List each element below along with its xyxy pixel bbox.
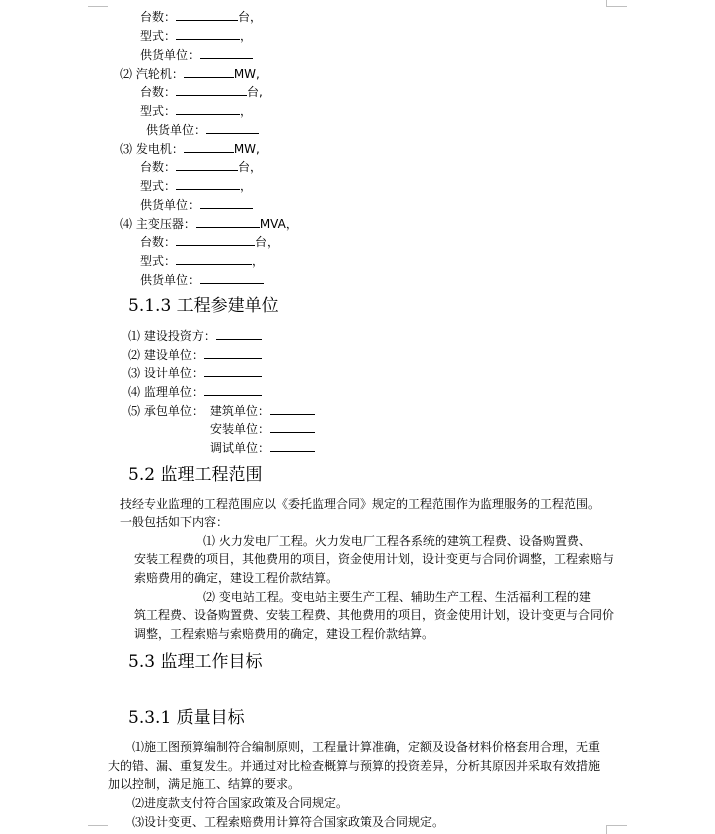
boiler-supplier-line [140,45,253,64]
turbine-line [120,64,260,83]
blank-field[interactable] [176,251,252,265]
sub-install-label: 安装单位： [210,422,271,436]
generator-supplier-line [140,195,253,214]
turbine-supplier-line [146,120,259,139]
transformer-line [120,214,298,233]
sub-debug-label: 调试单位： [210,441,271,455]
participant-supervisor-line [128,382,262,401]
scope-item-2-first-line: ⑵ 变电站工程。变电站主要生产工程、辅助生产工程、生活福利工程的建 [203,590,591,604]
blank-field[interactable] [204,363,262,377]
units-label: 台数： [140,10,177,24]
corner-mark-top-left [88,0,108,7]
blank-field[interactable] [176,26,240,40]
corner-mark-top-right [606,0,627,7]
blank-field[interactable] [200,195,253,209]
generator-units-line [140,157,262,176]
generator-label: ⑶ 发电机： [120,142,184,156]
blank-field[interactable] [176,176,240,190]
participant-label: ⑴ 建设投资方： [128,329,216,343]
blank-field[interactable] [270,438,315,452]
heading-5-1-3: 5.1.3 工程参建单位 [128,296,279,316]
generator-line [120,139,260,158]
units-suffix: 台， [238,10,263,24]
turbine-label: ⑵ 汽轮机： [120,67,184,81]
boiler-model-line [140,26,252,45]
model-label: 型式： [140,254,177,268]
participant-label: ⑷ 监理单位： [128,385,204,399]
heading-5-3: 5.3 监理工作目标 [128,652,263,672]
supplier-label: 供货单位： [140,273,201,287]
sub-build-label: 建筑单位： [209,404,270,418]
heading-5-3-1: 5.3.1 质量目标 [128,708,245,728]
blank-field[interactable] [270,401,315,415]
blank-field[interactable] [176,101,240,115]
transformer-supplier-line [140,270,264,289]
participant-label: ⑶ 设计单位： [128,366,204,380]
model-label: 型式： [140,104,177,118]
blank-field[interactable] [196,214,260,228]
scope-intro-line-1: 技经专业监理的工程范围应以《委托监理合同》规定的工程范围作为监理服务的工程范围。 [120,497,601,511]
scope-item-1-rest: 安装工程费的项目，其他费用的项目，资金使用计划，设计变更与合同价调整，工程索赔与索赔费用的确定，建设工程价款结算。 [134,552,615,585]
scope-item-1-first-line: ⑴ 火力发电厂工程。火力发电厂工程各系统的建筑工程费、设备购置费、 [203,534,591,548]
blank-field[interactable] [176,7,238,21]
blank-field[interactable] [184,64,234,78]
transformer-units-line [140,232,279,251]
transformer-label: ⑷ 主变压器： [120,217,196,231]
generator-unit: MW, [233,142,260,156]
supplier-label: 供货单位： [140,48,201,62]
boiler-units-line [140,7,262,26]
model-label: 型式： [140,29,177,43]
quality-goal-paragraph-3: ⑶设计变更、工程索赔费用计算符合国家政策及合同规定。 [132,815,445,829]
participant-investor-line [128,326,262,345]
quality-goal-paragraph-1: ⑴施工图预算编制符合编制原则，工程量计算准确，定额及设备材料价格套用合理，无重大的错、漏、重复发生。并通过对比检查概算与预算的投资差异，分析其原因并采取有效措施加以控制，满足施工、结算的要求。 [108,740,601,791]
participant-label: ⑵ 建设单位： [128,348,204,362]
transformer-model-line [140,251,264,270]
contractor-install-line [210,419,315,438]
blank-field[interactable] [216,326,262,340]
units-label: 台数： [140,160,177,174]
blank-field[interactable] [176,232,255,246]
model-suffix: ， [240,179,253,193]
blank-field[interactable] [206,120,259,134]
units-label: 台数： [140,235,177,249]
blank-field[interactable] [200,45,253,59]
units-label: 台数： [140,85,177,99]
quality-goal-paragraph-2: ⑵进度款支付符合国家政策及合同规定。 [132,796,349,810]
blank-field[interactable] [204,345,262,359]
participant-label: ⑸ 承包单位： [128,404,204,418]
blank-field[interactable] [176,82,247,96]
supplier-label: 供货单位： [140,198,201,212]
scope-item-2-rest: 筑工程费、设备购置费、安装工程费、其他费用的项目，资金使用计划，设计变更与合同价调整，工程索赔与索赔费用的确定，建设工程价款结算。 [134,608,615,641]
units-suffix: 台， [255,235,280,249]
units-suffix: 台， [238,160,263,174]
blank-field[interactable] [176,157,238,171]
generator-model-line [140,176,252,195]
supplier-label: 供货单位： [146,123,207,137]
blank-field[interactable] [184,139,234,153]
participant-contractor-line [128,401,315,420]
turbine-unit: MW, [233,67,260,81]
model-suffix: ， [240,104,253,118]
model-suffix: ， [252,254,265,268]
units-suffix: 台, [247,85,263,99]
blank-field[interactable] [200,270,264,284]
model-suffix: ， [240,29,253,43]
heading-5-2: 5.2 监理工程范围 [128,465,263,485]
blank-field[interactable] [204,382,262,396]
transformer-unit: MVA， [259,217,298,231]
scope-intro-line-2: 一般包括如下内容： [120,515,229,529]
contractor-debug-line [210,438,315,457]
turbine-units-line [140,82,263,101]
participant-designer-line [128,363,262,382]
turbine-model-line [140,101,252,120]
participant-owner-line [128,345,262,364]
model-label: 型式： [140,179,177,193]
blank-field[interactable] [270,419,315,433]
